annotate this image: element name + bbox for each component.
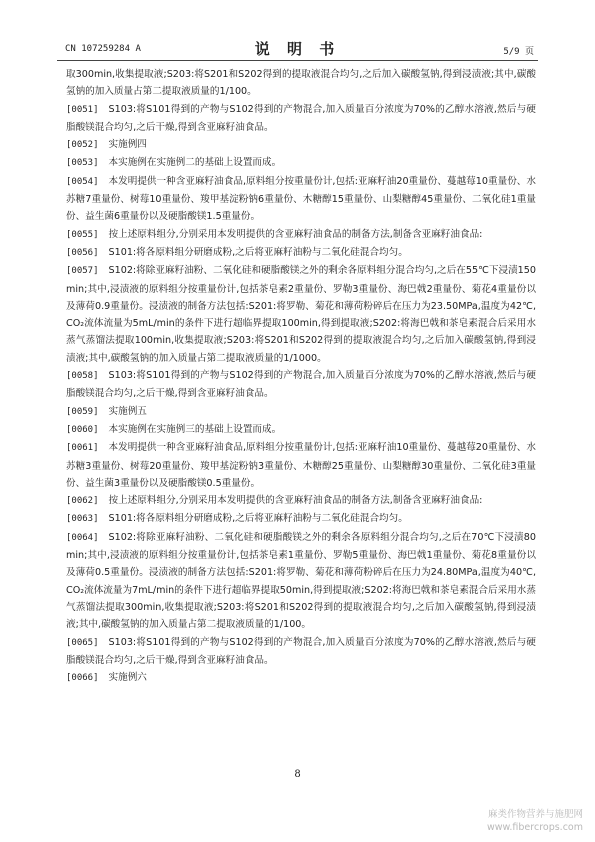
paragraph: [66, 421, 536, 439]
paragraph: [66, 173, 536, 226]
page-reference: 5/9 页: [503, 47, 534, 57]
paragraph-text: 本发明提供一种含亚麻籽油食品,原料组分按重量份计,包括:亚麻籽油10重量份、蔓越莓20重量份、水苏糖3重量份、树莓20重量份、羧甲基淀粉钠3重量份、木糖醇25重量份、山梨糖醇30重量份、二氧化硅3重量份、益生菌3重量份以及硬脂酸镁0.5重量份。: [66, 442, 536, 489]
paragraph: [66, 669, 536, 687]
page-number: 8: [294, 769, 301, 780]
paragraph-number: [0052]: [66, 140, 99, 151]
paragraph: [66, 510, 536, 528]
paragraph: [66, 492, 536, 510]
paragraph-number: [0063]: [66, 514, 99, 525]
paragraph-text: 本发明提供一种含亚麻籽油食品,原料组分按重量份计,包括:亚麻籽油20重量份、蔓越莓10重量份、水苏糖7重量份、树莓10重量份、羧甲基淀粉钠6重量份、木糖醇15重量份、山梨糖醇45重量份、二氧化硅1重量份、益生菌6重量份以及硬脂酸镁1.5重量份。: [66, 175, 536, 223]
patent-number: CN 107259284 A: [65, 44, 141, 54]
paragraph: [66, 367, 536, 403]
paragraph-text: S103:将S101得到的产物与S102得到的产物混合,加入质量百分浓度为70%的乙醇水溶液,然后与硬脂酸镁混合均匀,之后干燥,得到含亚麻籽油食品。: [66, 103, 536, 133]
paragraph-number: [0059]: [66, 406, 99, 417]
paragraph-number: [0056]: [66, 247, 99, 258]
paragraph: [66, 101, 536, 137]
paragraph-text: 按上述原料组分,分别采用本发明提供的含亚麻籽油食品的制备方法,制备含亚麻籽油食品:: [108, 228, 483, 240]
paragraph-number: [0054]: [66, 176, 99, 187]
paragraph: [66, 66, 536, 101]
document-body: [66, 66, 536, 687]
paragraph-number: [0066]: [66, 673, 99, 684]
site-watermark: [487, 808, 583, 834]
paragraph-text: 本实施例在实施例二的基础上设置而成。: [108, 157, 282, 169]
paragraph-text: S101:将各原料组分研磨成粉,之后将亚麻籽油粉与二氧化硅混合均匀。: [108, 513, 408, 525]
paragraph-text: S102:将除亚麻籽油粉、二氧化硅和硬脂酸镁之外的剩余各原料组分混合均匀,之后在55℃下浸渍150min;其中,浸渍液的原料组分按重量份计,包括茶皂素2重量份、罗勒3重量份、海巴戟2重量份、菊花4重量份以及薄荷0.9重量份。浸渍液的制备方法包括:S201:将罗勒、菊花和薄荷粉碎后在压力为23.50MPa,温度为42℃,CO₂流体流量为5mL/min的条件下进行超临界提取100min,得到提取液;S202:将海巴戟和茶皂素混合后采用水蒸气蒸馏法提取100min,收集提取液;S203:将S201和S202得到的提取液混合均匀,之后加入碳酸氢钠,得到浸渍液;其中,碳酸氢钠的加入质量占第二提取液质量的1/1000。: [66, 265, 536, 364]
paragraph-text: 实施例六: [108, 672, 147, 684]
paragraph: [66, 403, 536, 421]
paragraph: [66, 154, 536, 172]
paragraph: [66, 262, 536, 367]
paragraph: [66, 244, 536, 262]
paragraph-number: [0055]: [66, 229, 99, 240]
watermark-url: www.fibercrops.com: [486, 822, 583, 833]
paragraph-text: 本实施例在实施例三的基础上设置而成。: [108, 423, 282, 435]
paragraph-number: [0057]: [66, 266, 99, 277]
paragraph-number: [0064]: [66, 532, 99, 543]
paragraph-text: S103:将S101得到的产物与S102得到的产物混合,加入质量百分浓度为70%的乙醇水溶液,然后与硬脂酸镁混合均匀,之后干燥,得到含亚麻籽油食品。: [66, 370, 536, 400]
paragraph-text: 取300min,收集提取液;S203:将S201和S202得到的提取液混合均匀,之后加入碳酸氢钠,得到浸渍液;其中,碳酸氢钠的加入质量占第二提取液质量的1/100。: [66, 69, 536, 98]
paragraph-text: S101:将各原料组分研磨成粉,之后将亚麻籽油粉与二氧化硅混合均匀。: [108, 246, 408, 258]
paragraph-text: 实施例四: [108, 139, 147, 151]
paragraph-number: [0062]: [66, 496, 99, 507]
paragraph-text: 实施例五: [108, 405, 147, 417]
paragraph-text: S102:将除亚麻籽油粉、二氧化硅和硬脂酸镁之外的剩余各原料组分混合均匀,之后在70℃下浸渍80min;其中,浸渍液的原料组分按重量份计,包括茶皂素1重量份、罗勒5重量份、海巴戟1重量份、菊花8重量份以及薄荷0.5重量份。浸渍液的制备方法包括:S201:将罗勒、菊花和薄荷粉碎后在压力为24.80MPa,温度为40℃,CO₂流体流量为7mL/min的条件下进行超临界提取50min,得到提取液;S202:将海巴戟和茶皂素混合后采用水蒸气蒸馏法提取300min,收集提取液;S203:将S201和S202得到的提取液混合均匀,之后加入碳酸氢钠,得到浸渍液;其中,碳酸氢钠的加入质量占第二提取液质量的1/100。: [66, 531, 536, 631]
paragraph: [66, 439, 536, 492]
paragraph-number: [0058]: [66, 371, 99, 382]
paragraph-text: S103:将S101得到的产物与S102得到的产物混合,加入质量百分浓度为70%的乙醇水溶液,然后与硬脂酸镁混合均匀,之后干燥,得到含亚麻籽油食品。: [66, 636, 536, 666]
paragraph-number: [0051]: [66, 104, 99, 115]
paragraph: [66, 634, 536, 670]
page-header: [57, 36, 538, 61]
paragraph: [66, 226, 536, 244]
paragraph: [66, 136, 536, 154]
document-title: 说 明 书: [254, 40, 341, 58]
watermark-site-name: 麻类作物营养与施肥网: [487, 809, 583, 820]
paragraph: [66, 529, 536, 634]
paragraph-number: [0065]: [66, 637, 99, 648]
paragraph-number: [0053]: [66, 158, 99, 169]
paragraph-text: 按上述原料组分,分别采用本发明提供的含亚麻籽油食品的制备方法,制备含亚麻籽油食品:: [108, 495, 483, 507]
paragraph-number: [0060]: [66, 424, 99, 435]
paragraph-number: [0061]: [66, 443, 99, 454]
